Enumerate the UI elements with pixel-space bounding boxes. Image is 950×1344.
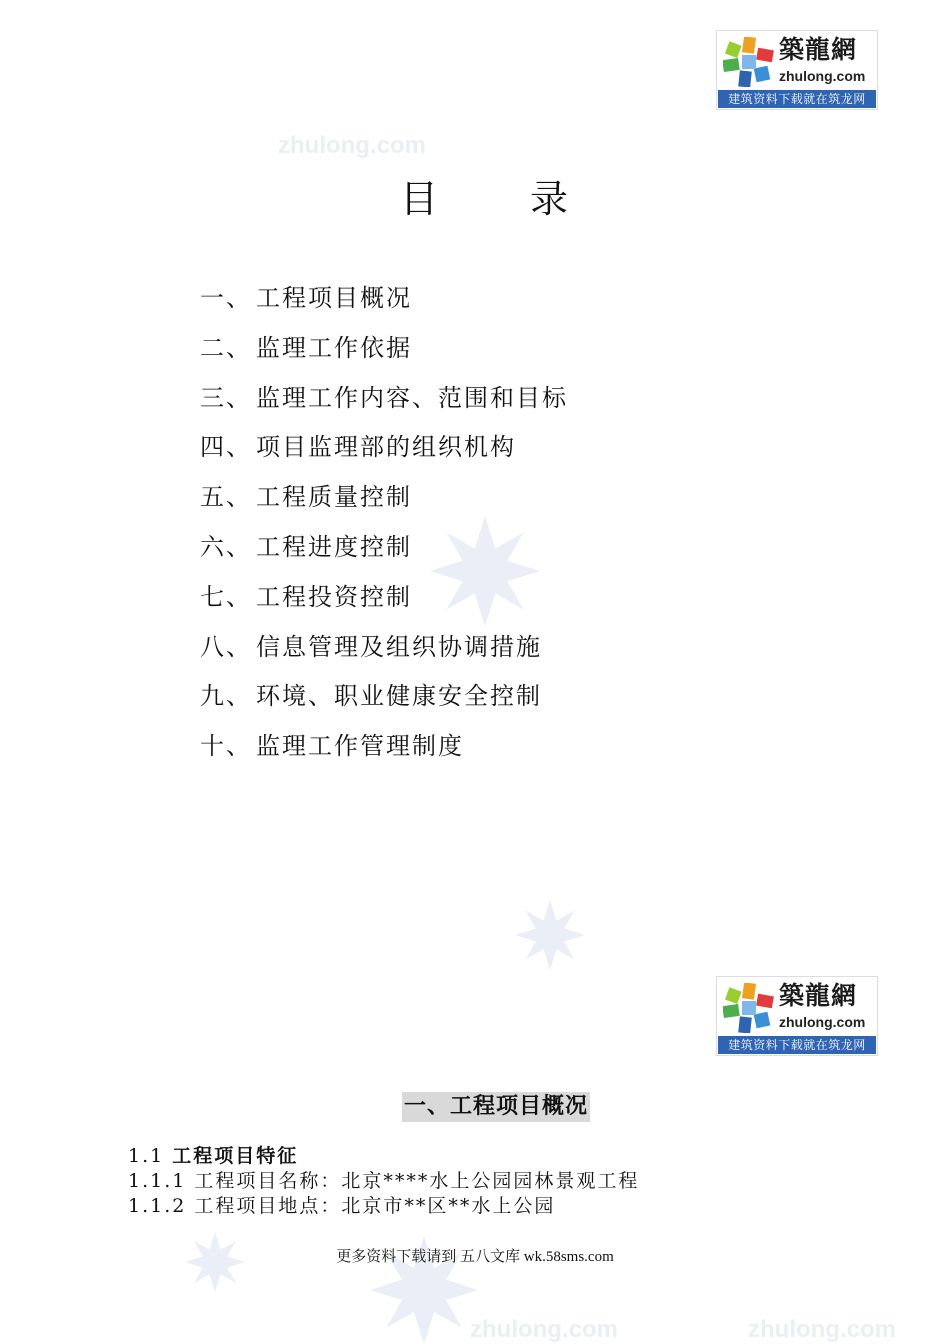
section-heading: 一、工程项目概况	[402, 1092, 590, 1122]
subsection-heading	[128, 1144, 298, 1168]
toc-item-text: 监理工作管理制度	[256, 732, 464, 761]
toc-item	[200, 378, 800, 428]
logo-slogan: 建筑资料下载就在筑龙网	[718, 90, 876, 108]
toc-item-number: 八、	[200, 632, 252, 661]
toc-item-number: 一、	[200, 284, 252, 312]
toc-item-number: 五、	[200, 483, 252, 512]
logo-name-cn: 築龍網	[779, 981, 858, 1010]
watermark-text: zhulong.com	[278, 132, 426, 159]
toc-item-text: 工程投资控制	[256, 582, 412, 611]
toc-item-text: 监理工作内容、范围和目标	[256, 383, 568, 412]
footer-text: 更多资料下载请到 五八文库 wk.58sms.com	[336, 1249, 614, 1265]
toc-item-number: 十、	[200, 732, 252, 761]
watermark-text: zhulong.com	[470, 1316, 618, 1343]
logo-mark-icon	[723, 37, 775, 87]
subsection-number: 1.1	[128, 1145, 165, 1167]
toc-item-number: 三、	[200, 383, 252, 412]
watermark-text: zhulong.com	[748, 1316, 896, 1343]
toc-item-number: 二、	[200, 333, 252, 362]
toc-list	[200, 278, 800, 776]
toc-item-text: 工程质量控制	[256, 483, 412, 512]
toc-item-text: 项目监理部的组织机构	[256, 433, 516, 462]
toc-item	[200, 627, 800, 677]
toc-item	[200, 328, 800, 378]
toc-item	[200, 527, 800, 577]
toc-item	[200, 427, 800, 477]
toc-item-text: 环境、职业健康安全控制	[256, 682, 542, 711]
logo-mark-icon	[723, 983, 775, 1033]
logo-name-en: zhulong.com	[779, 1014, 866, 1030]
toc-item	[200, 278, 800, 328]
project-location-line: 1.1.2 工程项目地点：北京市**区**水上公园	[128, 1195, 556, 1217]
toc-item	[200, 577, 800, 627]
toc-item-text: 监理工作依据	[256, 333, 412, 362]
toc-item-number: 六、	[200, 532, 252, 561]
toc-item	[200, 726, 800, 776]
toc-item-number: 七、	[200, 582, 252, 611]
toc-title-char: 目	[400, 177, 439, 221]
toc-item-text: 工程项目概况	[256, 284, 412, 312]
toc-title-char: 录	[530, 177, 569, 221]
project-name-line: 1.1.1 工程项目名称：北京****水上公园园林景观工程	[128, 1170, 640, 1192]
logo-slogan: 建筑资料下载就在筑龙网	[718, 1036, 876, 1054]
zhulong-logo	[716, 976, 878, 1056]
watermark-flower-icon	[515, 900, 585, 970]
toc-item-number: 九、	[200, 682, 252, 711]
toc-item-text: 信息管理及组织协调措施	[256, 632, 542, 661]
toc-item-text: 工程进度控制	[256, 532, 412, 561]
logo-name-en: zhulong.com	[779, 68, 866, 84]
toc-item	[200, 676, 800, 726]
zhulong-logo	[716, 30, 878, 110]
logo-name-cn: 築龍網	[779, 35, 858, 64]
subsection-title: 工程项目特征	[172, 1145, 299, 1167]
toc-item-number: 四、	[200, 433, 252, 462]
toc-item	[200, 477, 800, 527]
